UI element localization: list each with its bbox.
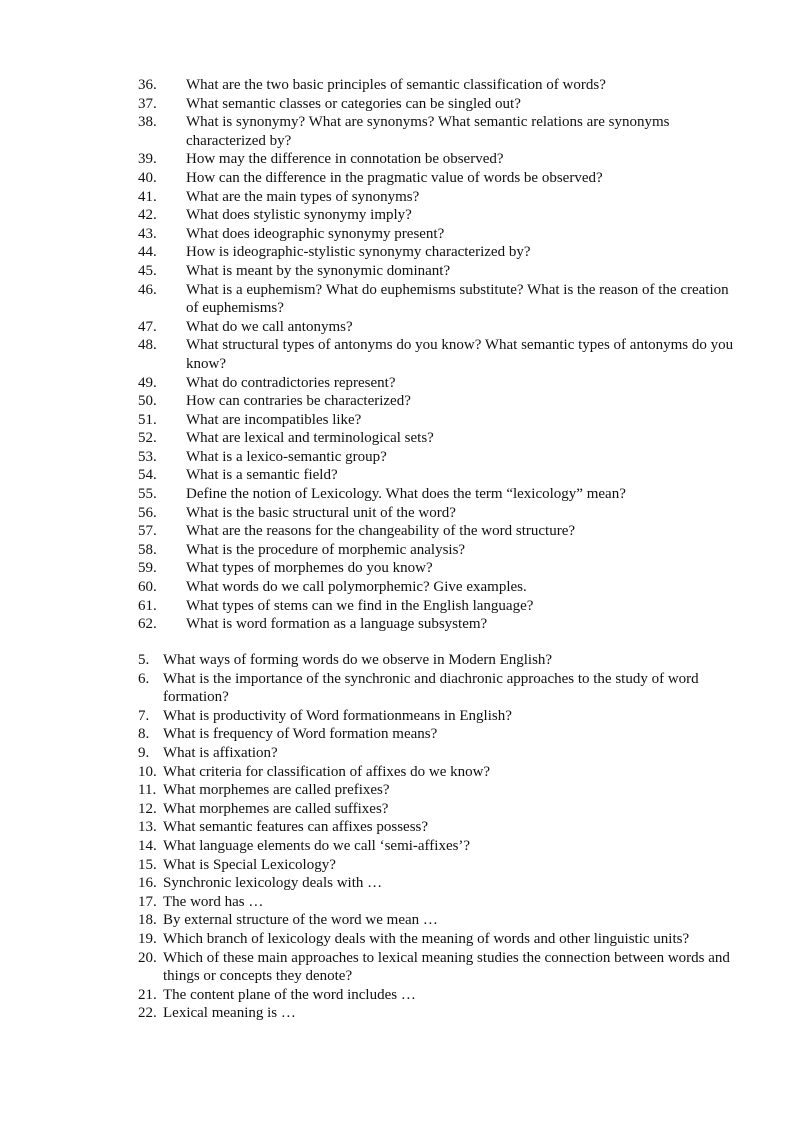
question-list-primary: [138, 76, 738, 634]
question-number: 18.: [138, 912, 157, 929]
question-number: 41.: [138, 188, 157, 205]
question-text: What does ideographic synonymy present?: [186, 225, 445, 242]
question-text: What does stylistic synonymy imply?: [186, 207, 412, 224]
question-text: Which branch of lexicology deals with the meaning of words and other linguistic units?: [163, 930, 690, 947]
question-number: 37.: [138, 95, 157, 112]
question-item: [138, 522, 738, 541]
question-item: [138, 374, 738, 393]
question-text: By external structure of the word we mean …: [163, 912, 438, 929]
question-number: 46.: [138, 281, 157, 298]
question-item: [138, 281, 738, 318]
question-text: Synchronic lexicology deals with …: [163, 875, 383, 892]
question-item: [138, 707, 743, 726]
question-text: What morphemes are called prefixes?: [163, 782, 390, 799]
question-item: [138, 225, 738, 244]
question-number: 59.: [138, 560, 157, 577]
question-text: What morphemes are called suffixes?: [163, 800, 389, 817]
question-text: What are lexical and terminological sets?: [186, 430, 434, 447]
question-item: [138, 893, 743, 912]
question-number: 13.: [138, 819, 157, 836]
question-number: 20.: [138, 949, 157, 966]
question-number: 22.: [138, 1005, 157, 1022]
question-number: 19.: [138, 930, 157, 947]
question-number: 7.: [138, 707, 150, 724]
question-item: [138, 911, 743, 930]
question-item: [138, 818, 743, 837]
question-text: What is meant by the synonymic dominant?: [186, 262, 451, 279]
question-text: What structural types of antonyms do you know? What semantic types of antonyms do you know?: [186, 337, 734, 372]
question-item: [138, 188, 738, 207]
question-number: 54.: [138, 467, 157, 484]
question-item: [138, 800, 743, 819]
question-number: 62.: [138, 616, 157, 633]
question-item: [138, 615, 738, 634]
question-number: 56.: [138, 504, 157, 521]
question-text: What is frequency of Word formation means?: [163, 726, 438, 743]
question-text: What do contradictories represent?: [186, 374, 396, 391]
question-number: 21.: [138, 986, 157, 1003]
question-item: [138, 986, 743, 1005]
question-text: What are the main types of synonyms?: [186, 188, 420, 205]
question-text: What is Special Lexicology?: [163, 856, 336, 873]
question-text: What are the two basic principles of semantic classification of words?: [186, 77, 606, 93]
question-item: [138, 597, 738, 616]
question-item: [138, 670, 743, 707]
question-item: [138, 150, 738, 169]
question-number: 6.: [138, 670, 150, 687]
question-text: The word has …: [163, 893, 264, 910]
question-item: [138, 336, 738, 373]
question-number: 44.: [138, 244, 157, 261]
question-item: [138, 262, 738, 281]
question-item: [138, 578, 738, 597]
question-text: What is a semantic field?: [186, 467, 338, 484]
question-item: [138, 448, 738, 467]
question-number: 5.: [138, 652, 150, 668]
question-item: [138, 95, 738, 114]
question-text: What semantic classes or categories can be singled out?: [186, 95, 521, 112]
question-number: 48.: [138, 337, 157, 354]
question-item: [138, 466, 738, 485]
question-number: 57.: [138, 523, 157, 540]
question-text: What is productivity of Word formationmeans in English?: [163, 707, 512, 724]
question-text: What is a euphemism? What do euphemisms substitute? What is the reason of the creation of euphemisms?: [186, 281, 729, 317]
question-item: [138, 392, 738, 411]
question-number: 60.: [138, 579, 157, 596]
question-text: How is ideographic-stylistic synonymy characterized by?: [186, 244, 531, 261]
question-item: [138, 76, 738, 95]
question-text: What are incompatibles like?: [186, 411, 362, 428]
question-text: What is the basic structural unit of the word?: [186, 504, 456, 521]
question-number: 38.: [138, 114, 157, 131]
question-item: [138, 651, 743, 670]
question-text: What semantic features can affixes possess?: [163, 819, 429, 836]
question-item: [138, 837, 743, 856]
question-item: [138, 725, 743, 744]
question-number: 36.: [138, 77, 157, 93]
question-item: [138, 744, 743, 763]
question-item: [138, 559, 738, 578]
question-text: What types of morphemes do you know?: [186, 560, 433, 577]
question-text: What is a lexico-semantic group?: [186, 448, 387, 465]
question-number: 55.: [138, 486, 157, 503]
question-item: [138, 541, 738, 560]
question-item: [138, 411, 738, 430]
question-item: [138, 1004, 743, 1023]
question-number: 8.: [138, 726, 150, 743]
question-item: [138, 113, 738, 150]
question-text: How can the difference in the pragmatic value of words be observed?: [186, 169, 603, 186]
question-number: 43.: [138, 225, 157, 242]
question-number: 50.: [138, 393, 157, 410]
question-number: 61.: [138, 597, 157, 614]
question-item: [138, 169, 738, 188]
question-text: What types of stems can we find in the English language?: [186, 597, 534, 614]
question-number: 9.: [138, 744, 150, 761]
question-text: What language elements do we call ‘semi-affixes’?: [163, 837, 471, 854]
question-item: [138, 485, 738, 504]
question-text: What criteria for classification of affixes do we know?: [163, 763, 491, 780]
question-text: The content plane of the word includes …: [163, 986, 416, 1003]
question-number: 14.: [138, 837, 157, 854]
question-number: 49.: [138, 374, 157, 391]
question-text: What is affixation?: [163, 744, 278, 761]
question-number: 47.: [138, 318, 157, 335]
question-text: What do we call antonyms?: [186, 318, 353, 335]
question-item: [138, 504, 738, 523]
question-number: 16.: [138, 875, 157, 892]
question-text: How can contraries be characterized?: [186, 393, 411, 410]
question-number: 12.: [138, 800, 157, 817]
question-item: [138, 763, 743, 782]
question-number: 11.: [138, 782, 157, 799]
question-text: What is the procedure of morphemic analysis?: [186, 541, 466, 558]
question-number: 58.: [138, 541, 157, 558]
question-text: Which of these main approaches to lexical meaning studies the connection between words and things or concepts they denote?: [163, 949, 730, 985]
question-item: [138, 429, 738, 448]
question-item: [138, 243, 738, 262]
question-item: [138, 930, 743, 949]
question-item: [138, 781, 743, 800]
question-item: [138, 874, 743, 893]
question-item: [138, 949, 743, 986]
question-text: Define the notion of Lexicology. What does the term “lexicology” mean?: [186, 486, 626, 503]
question-number: 40.: [138, 169, 157, 186]
question-item: [138, 856, 743, 875]
question-text: Lexical meaning is …: [163, 1005, 296, 1022]
question-number: 53.: [138, 448, 157, 465]
question-item: [138, 206, 738, 225]
question-text: What is the importance of the synchronic and diachronic approaches to the study of word formation?: [163, 670, 699, 706]
question-item: [138, 318, 738, 337]
question-text: What is synonymy? What are synonyms? What semantic relations are synonyms characterized by?: [186, 114, 670, 149]
question-number: 42.: [138, 207, 157, 224]
question-text: How may the difference in connotation be observed?: [186, 151, 504, 168]
question-number: 52.: [138, 430, 157, 447]
question-text: What is word formation as a language subsystem?: [186, 616, 488, 633]
question-number: 10.: [138, 763, 157, 780]
question-number: 51.: [138, 411, 157, 428]
question-number: 45.: [138, 262, 157, 279]
question-number: 15.: [138, 856, 157, 873]
question-list-secondary: [138, 651, 743, 1023]
question-number: 39.: [138, 151, 157, 168]
question-text: What ways of forming words do we observe in Modern English?: [163, 652, 553, 668]
question-text: What words do we call polymorphemic? Give examples.: [186, 579, 527, 596]
question-text: What are the reasons for the changeability of the word structure?: [186, 523, 576, 540]
question-number: 17.: [138, 893, 157, 910]
